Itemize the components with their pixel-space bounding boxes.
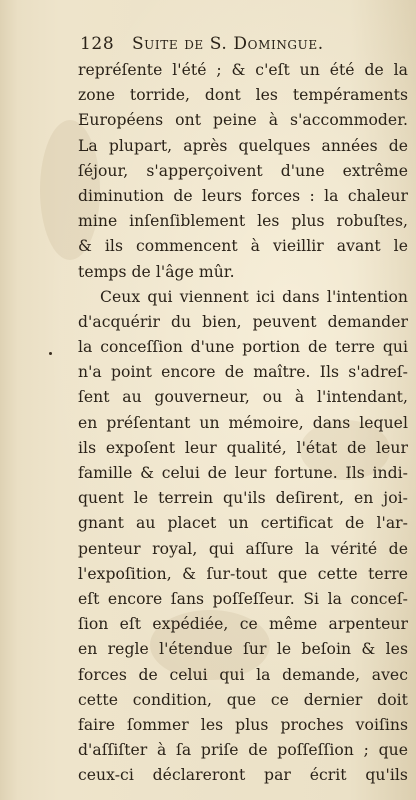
text-line: diminution de leurs forces : la chaleur <box>78 186 408 205</box>
text-line: en regle l'étendue ſur le beſoin & les <box>78 640 408 659</box>
paragraph-start: Ceux qui viennent ici dans l'intention <box>100 287 408 306</box>
text-line: l'expoſition, & ſur-tout que cette terre <box>78 564 408 583</box>
text-line: zone torride, dont les tempéraments <box>78 86 408 105</box>
text-line: repréſente l'été ; & c'eſt un été de la <box>78 61 408 79</box>
text-line: en préſentant un mémoire, dans lequel <box>78 413 408 432</box>
text-line: faire ſommer les plus proches voiſins <box>78 715 408 734</box>
text-line: cette condition, que ce dernier doit <box>78 690 408 709</box>
text-line: ils expoſent leur qualité, l'état de leur <box>78 438 408 457</box>
text-line: d'acquérir du bien, peuvent demander <box>78 312 408 331</box>
text-line: d'aſſiſter à ſa priſe de poſſeſſion ; que <box>78 741 408 760</box>
body-text <box>78 58 408 788</box>
text-line: forces de celui qui la demande, avec <box>78 665 408 684</box>
text-line: eſt encore ſans poſſeſſeur. Si la conceſ- <box>78 589 408 608</box>
text-line: & ils commencent à vieillir avant le <box>78 237 408 256</box>
text-line: n'a point encore de maître. Ils s'adreſ- <box>78 363 408 382</box>
page-number: 128 <box>80 34 115 54</box>
text-line: la conceſſion d'une portion de terre qui <box>78 338 408 357</box>
running-head: Suite de S. Domingue. <box>131 34 324 54</box>
text-line: penteur royal, qui aſſure la vérité de <box>78 539 408 558</box>
text-line: ſéjour, s'apperçoivent d'une extrême <box>78 161 408 180</box>
ink-speck <box>49 352 52 355</box>
text-line: ſion eſt expédiée, ce même arpenteur <box>78 615 408 634</box>
text-line: quent le terrein qu'ils deſirent, en joi- <box>78 489 408 508</box>
text-line: La plupart, après quelques années de <box>78 136 408 155</box>
text-line: ceux-ci déclareront par écrit qu'ils <box>78 766 408 785</box>
text-line: ſent au gouverneur, ou à l'intendant, <box>78 388 408 407</box>
text-line: mine inſenſiblement les plus robuſtes, <box>78 212 408 231</box>
text-line: temps de l'âge mûr. <box>78 262 235 281</box>
text-line: gnant au placet un certificat de l'ar- <box>78 514 408 533</box>
page-header <box>80 34 380 58</box>
text-line: famille & celui de leur fortune. Ils indi- <box>78 464 408 482</box>
text-line: Européens ont peine à s'accommoder. <box>78 111 408 130</box>
